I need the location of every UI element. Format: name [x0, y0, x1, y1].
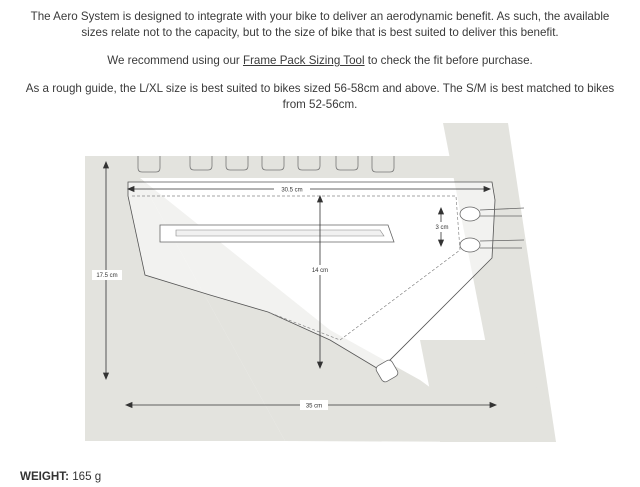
top-dimension-label: 30.5 cm	[281, 187, 303, 194]
weight-value: 165 g	[72, 470, 102, 483]
left-dimension-label: 17.5 cm	[96, 273, 118, 279]
center-dimension-label: 14 cm	[311, 268, 329, 274]
recommendation-text-before: We recommend using our	[107, 54, 243, 67]
zipper-pull	[176, 230, 384, 236]
bottom-dimension-label: 35 cm	[305, 403, 323, 410]
recommendation-text-after: to check the fit before purchase.	[364, 54, 533, 67]
weight-spec	[20, 470, 101, 483]
weight-label: WEIGHT:	[20, 470, 69, 483]
right-dimension-label: 3 cm	[435, 225, 449, 231]
bolt-lower	[460, 238, 480, 252]
intro-paragraph: The Aero System is designed to integrate with your bike to deliver an aerodynamic benefit. As such, the available sizes relate not to the capacity, but to the size of bike that is best suited to deliver this benefit.	[30, 10, 610, 39]
frame-pack-sizing-tool-link[interactable]: Frame Pack Sizing Tool	[242, 54, 365, 67]
top-tube-shape	[85, 156, 468, 178]
bolt-upper	[460, 207, 480, 221]
size-guide-paragraph: As a rough guide, the L/XL size is best suited to bikes sized 56-58cm and above. The S/M is best matched to bikes from 52-56cm.	[25, 82, 615, 111]
